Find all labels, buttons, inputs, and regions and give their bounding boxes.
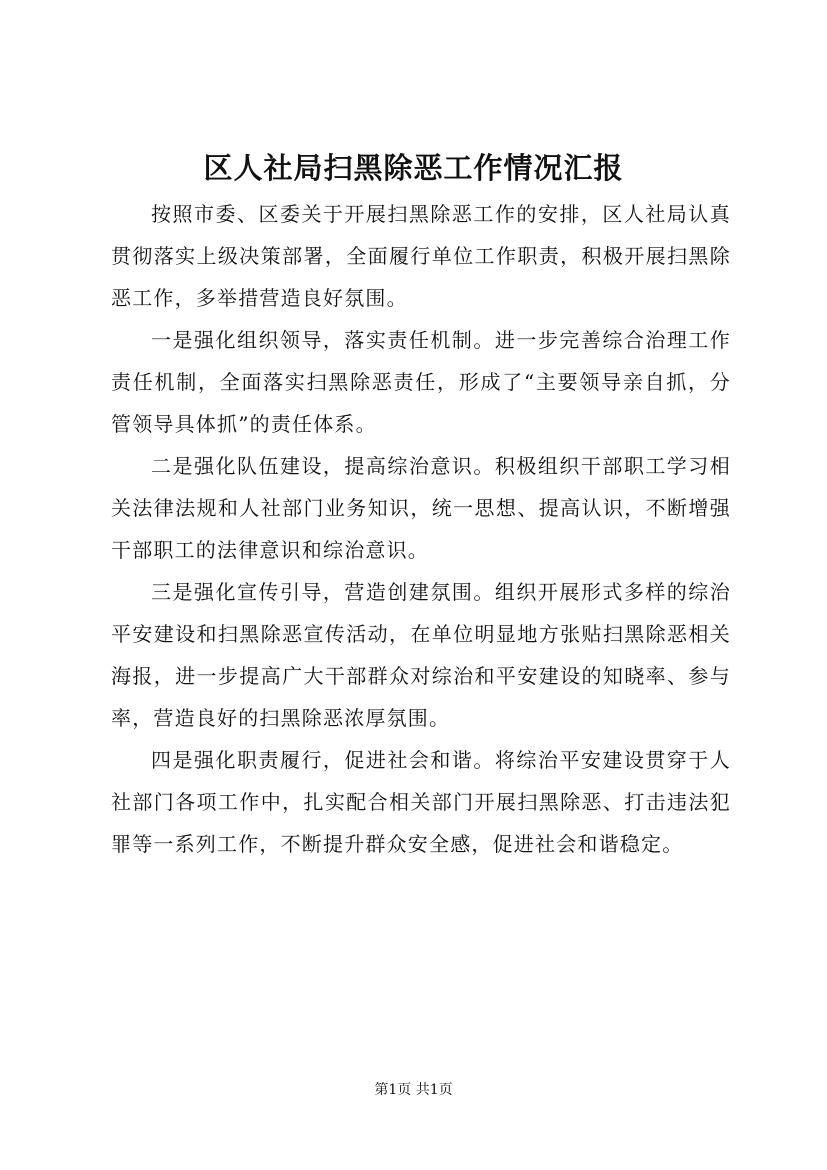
paragraph-intro: 按照市委、区委关于开展扫黑除恶工作的安排，区人社局认真贯彻落实上级决策部署，全面履行单位工作职责，积极开展扫黑除恶工作，多举措营造良好氛围。	[111, 202, 731, 310]
paragraph-point-1: 一是强化组织领导，落实责任机制。进一步完善综合治理工作责任机制，全面落实扫黑除恶责任，形成了“主要领导亲自抓，分管领导具体抓”的责任体系。	[111, 328, 731, 436]
paragraph-point-2: 二是强化队伍建设，提高综治意识。积极组织干部职工学习相关法律法规和人社部门业务知识，统一思想、提高认识，不断增强干部职工的法律意识和综治意识。	[111, 454, 731, 562]
paragraph-point-4: 四是强化职责履行，促进社会和谐。将综治平安建设贯穿于人社部门各项工作中，扎实配合相关部门开展扫黑除恶、打击违法犯罪等一系列工作，不断提升群众安全感，促进社会和谐稳定。	[111, 748, 731, 856]
document-body	[111, 193, 731, 865]
page-number-footer: 第1页 共1页	[374, 1082, 453, 1098]
document-title: 区人社局扫黑除恶工作情况汇报	[203, 151, 624, 185]
paragraph-point-3: 三是强化宣传引导，营造创建氛围。组织开展形式多样的综治平安建设和扫黑除恶宣传活动，在单位明显地方张贴扫黑除恶相关海报，进一步提高广大干部群众对综治和平安建设的知晓率、参与率，营造良好的扫黑除恶浓厚氛围。	[111, 580, 731, 730]
